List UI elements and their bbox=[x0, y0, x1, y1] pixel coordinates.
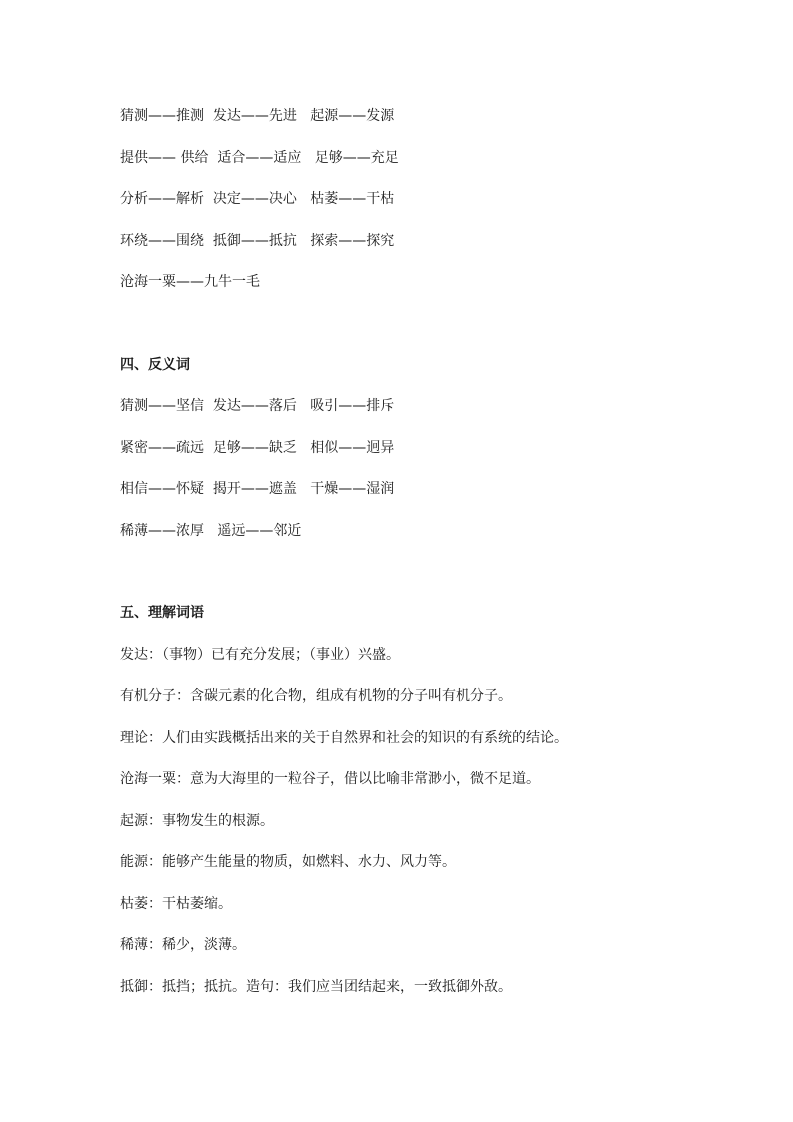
definition-line: 沧海一粟：意为大海里的一粒谷子，借以比喻非常渺小，微不足道。 bbox=[120, 771, 540, 787]
definition-heading: 五、理解词语 bbox=[120, 605, 204, 621]
synonym-line: 沧海一粟——九牛一毛 bbox=[120, 274, 260, 290]
synonym-line: 环绕——围绕 抵御——抵抗 探索——探究 bbox=[120, 232, 395, 249]
document-content bbox=[120, 106, 680, 1018]
antonym-line: 稀薄——浓厚 遥远——邻近 bbox=[120, 522, 302, 539]
antonym-line: 猜测——坚信 发达——落后 吸引——排斥 bbox=[120, 398, 395, 414]
definition-line: 发达：（事物）已有充分发展；（事业）兴盛。 bbox=[120, 646, 400, 663]
antonym-heading: 四、反义词 bbox=[120, 356, 190, 373]
definition-line: 能源：能够产生能量的物质，如燃料、水力、风力等。 bbox=[120, 854, 456, 870]
section-spacer bbox=[120, 562, 680, 603]
definition-line: 理论：人们由实践概括出来的关于自然界和社会的知识的有系统的结论。 bbox=[120, 729, 568, 746]
definition-section bbox=[120, 603, 680, 997]
antonym-section bbox=[120, 355, 680, 541]
section-spacer bbox=[120, 314, 680, 355]
synonym-line: 提供—— 供给 适合——适应 足够——充足 bbox=[120, 149, 399, 166]
definition-line: 稀薄：稀少，淡薄。 bbox=[120, 937, 246, 953]
synonym-list bbox=[120, 106, 680, 292]
antonym-line: 相信——怀疑 揭开——遮盖 干燥——湿润 bbox=[120, 481, 395, 497]
definition-line: 有机分子：含碳元素的化合物，组成有机物的分子叫有机分子。 bbox=[120, 688, 512, 704]
definition-line: 抵御：抵挡；抵抗。造句：我们应当团结起来，一致抵御外敌。 bbox=[120, 978, 512, 995]
definition-line: 枯萎：干枯萎缩。 bbox=[120, 895, 232, 912]
antonym-line: 紧密——疏远 足够——缺乏 相似——迥异 bbox=[120, 439, 395, 456]
definition-line: 起源：事物发生的根源。 bbox=[120, 812, 274, 829]
synonym-line: 分析——解析 决定——决心 枯萎——干枯 bbox=[120, 191, 395, 207]
synonym-line: 猜测——推测 发达——先进 起源——发源 bbox=[120, 108, 395, 124]
